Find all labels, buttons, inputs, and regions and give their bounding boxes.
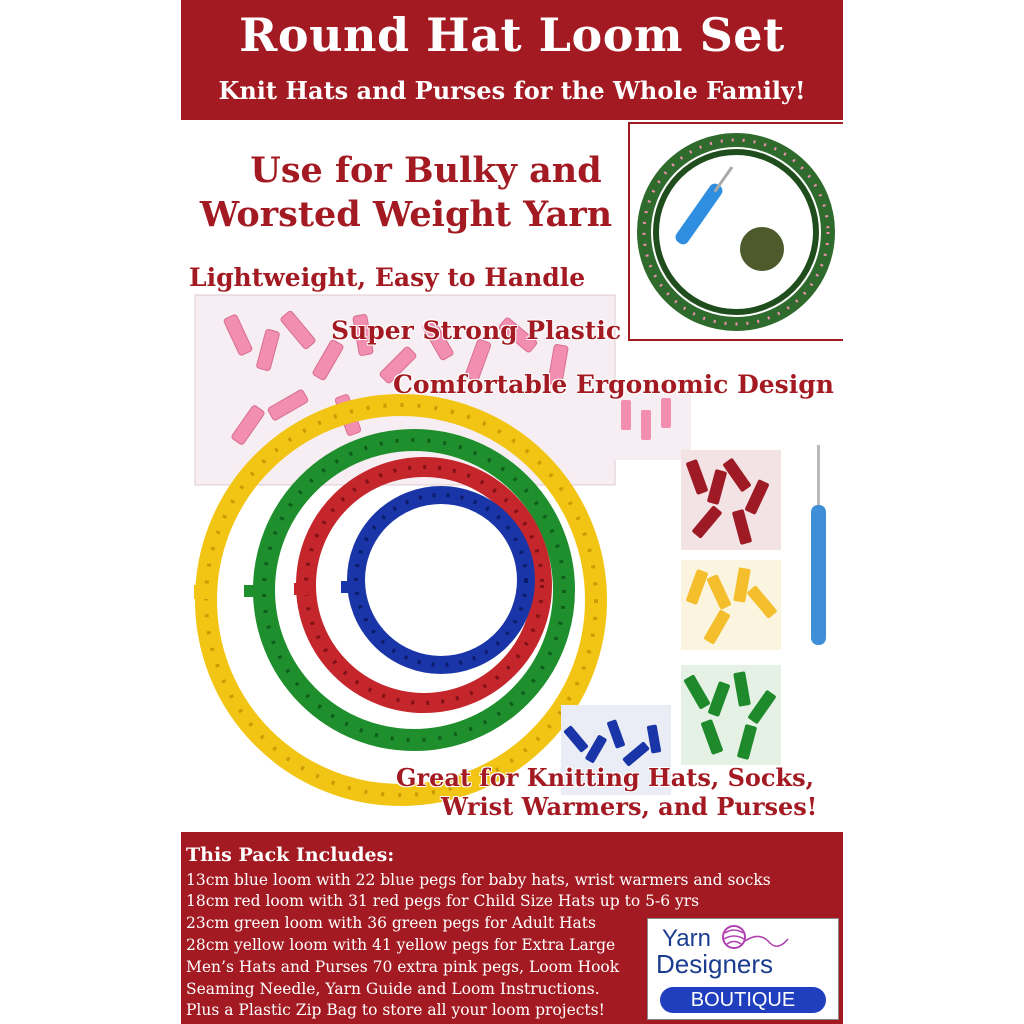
pack-line: Plus a Plastic Zip Bag to store all your loom projects!: [186, 1001, 605, 1019]
feature-ergonomic: Comfortable Ergonomic Design: [393, 370, 834, 399]
pack-line: 13cm blue loom with 22 blue pegs for baby hats, wrist warmers and socks: [186, 871, 771, 889]
header-banner: [181, 0, 843, 120]
great-for-line-2: Wrist Warmers, and Purses!: [441, 792, 818, 821]
pack-line: 23cm green loom with 36 green pegs for Adult Hats: [186, 914, 596, 932]
product-subtitle: Knit Hats and Purses for the Whole Family!: [218, 76, 806, 105]
pack-includes-section: [181, 832, 843, 1024]
pack-line: 18cm red loom with 31 red pegs for Child Size Hats up to 5-6 yrs: [186, 892, 700, 910]
feature-lightweight: Lightweight, Easy to Handle: [189, 263, 586, 292]
pack-line: Men’s Hats and Purses 70 extra pink pegs, Loom Hook: [186, 958, 620, 976]
loom-hook-image: [799, 445, 839, 655]
headline-line-2: Worsted Weight Yarn: [199, 194, 613, 235]
feature-strong: Super Strong Plastic: [331, 316, 622, 345]
logo-word-designers: Designers: [656, 949, 774, 979]
product-title: Round Hat Loom Set: [239, 8, 785, 62]
logo-word-yarn: Yarn: [662, 925, 711, 952]
brand-logo: [647, 918, 839, 1020]
headline-line-1: Use for Bulky and: [250, 150, 602, 191]
great-for-line-1: Great for Knitting Hats, Socks,: [396, 763, 815, 792]
product-panel: [181, 0, 843, 1024]
inset-photo: [628, 122, 843, 341]
pack-line: Seaming Needle, Yarn Guide and Loom Instructions.: [186, 980, 600, 998]
pack-includes-title: This Pack Includes:: [186, 844, 395, 866]
pack-line: 28cm yellow loom with 41 yellow pegs for Extra Large: [186, 936, 616, 954]
logo-badge-boutique: BOUTIQUE: [660, 987, 826, 1013]
